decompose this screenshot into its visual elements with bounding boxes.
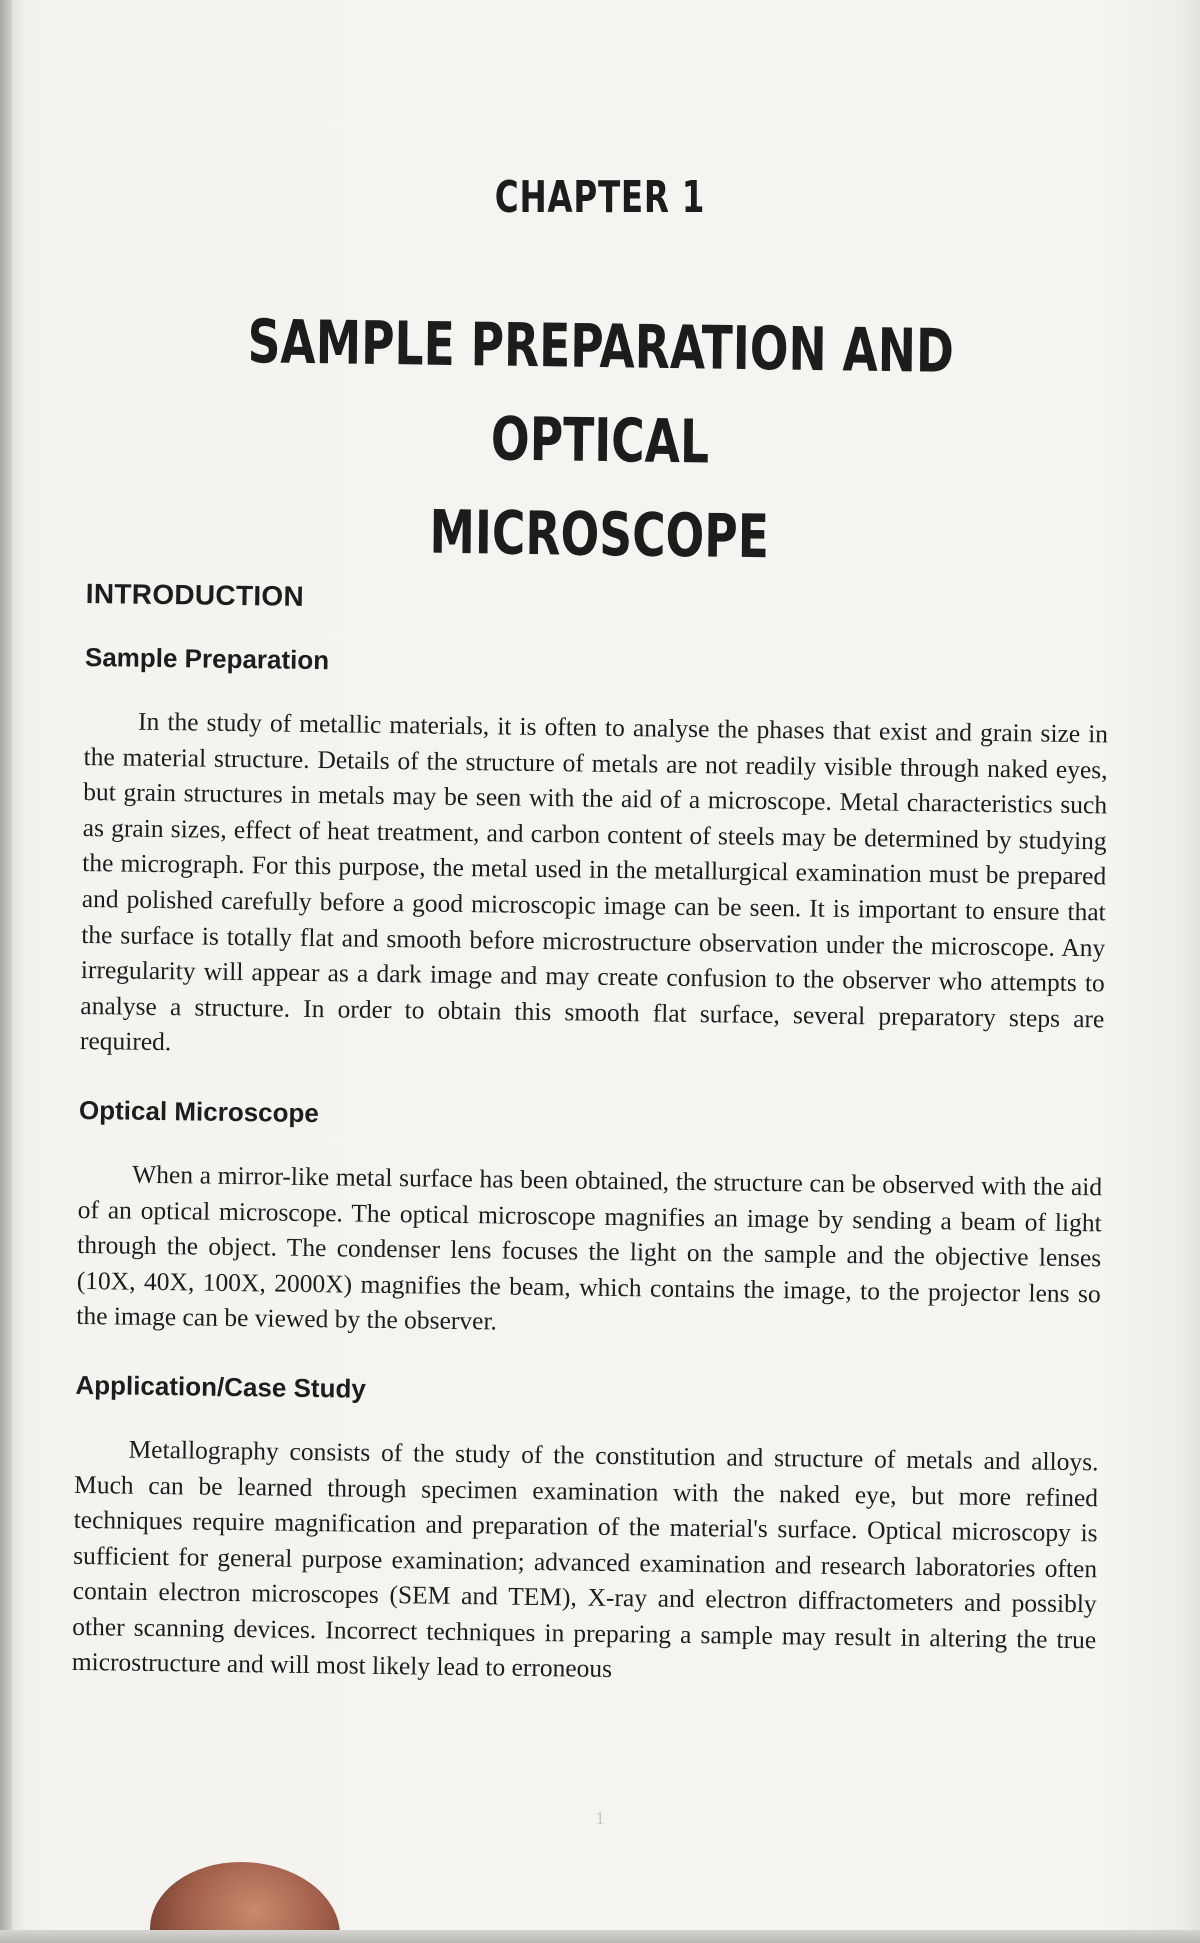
chapter-title [189,294,1012,587]
case-study-heading: Application/Case Study [75,1369,366,1404]
sample-preparation-paragraph: In the study of metallic materials, it is often to analyse the phases that exist and grain size in the material structure. Details of the structure of metals are not readily visible through naked eyes, but grain structures in metals may be seen with the aid of a microscope. Metal characteristics such as grain sizes, effect of heat treatment, and carbon content of steels may be determined by studying the micrograph. For this purpose, the metal used in the metallurgical examination must be prepared and polished carefully before a good microscopic image can be seen. It is important to ensure that the surface is totally flat and smooth before microstructure observation under the microscope. Any irregularity will appear as a dark image and may create confusion to the observer who attempts to analyse a structure. In order to obtain this smooth flat surface, several preparatory steps are required. [79,706,1109,1057]
book-spine-shadow [0,0,12,1943]
page-number: 1 [595,1808,605,1828]
sample-preparation-heading: Sample Preparation [84,641,330,676]
chapter-title-line-2: MICROSCOPE [429,497,770,573]
chapter-label: CHAPTER 1 [494,172,706,223]
optical-microscope-heading: Optical Microscope [78,1094,320,1129]
case-study-paragraph: Metallography consists of the study of the constitution and structure of metals and alloys. Much can be learned through specimen examination with the naked eye, but more refined techniques require magnification and preparation of the material's surface. Optical microscopy is sufficient for general purpose examination; advanced examination and research laboratories often contain electron microscopes (SEM and TEM), X-ray and electron diffractometers and possibly other scanning devices. Incorrect techniques in preparing a sample may result in altering the true microstructure and will most likely lead to erroneous [71,1434,1099,1684]
page-bottom-edge [0,1930,1200,1943]
page-body [72,578,1110,1693]
optical-microscope-paragraph: When a mirror-like metal surface has been obtained, the structure can be observed with the aid of an optical microscope. The optical microscope magnifies an image by sending a beam of light through the object. The condenser lens focuses the light on the sample and the objective lenses (10X, 40X, 100X, 2000X) magnifies the beam, which contains the image, to the projector lens so the image can be viewed by the observer. [76,1159,1103,1336]
introduction-heading: INTRODUCTION [85,578,305,612]
chapter-title-line-1: SAMPLE PREPARATION AND OPTICAL [247,307,955,478]
